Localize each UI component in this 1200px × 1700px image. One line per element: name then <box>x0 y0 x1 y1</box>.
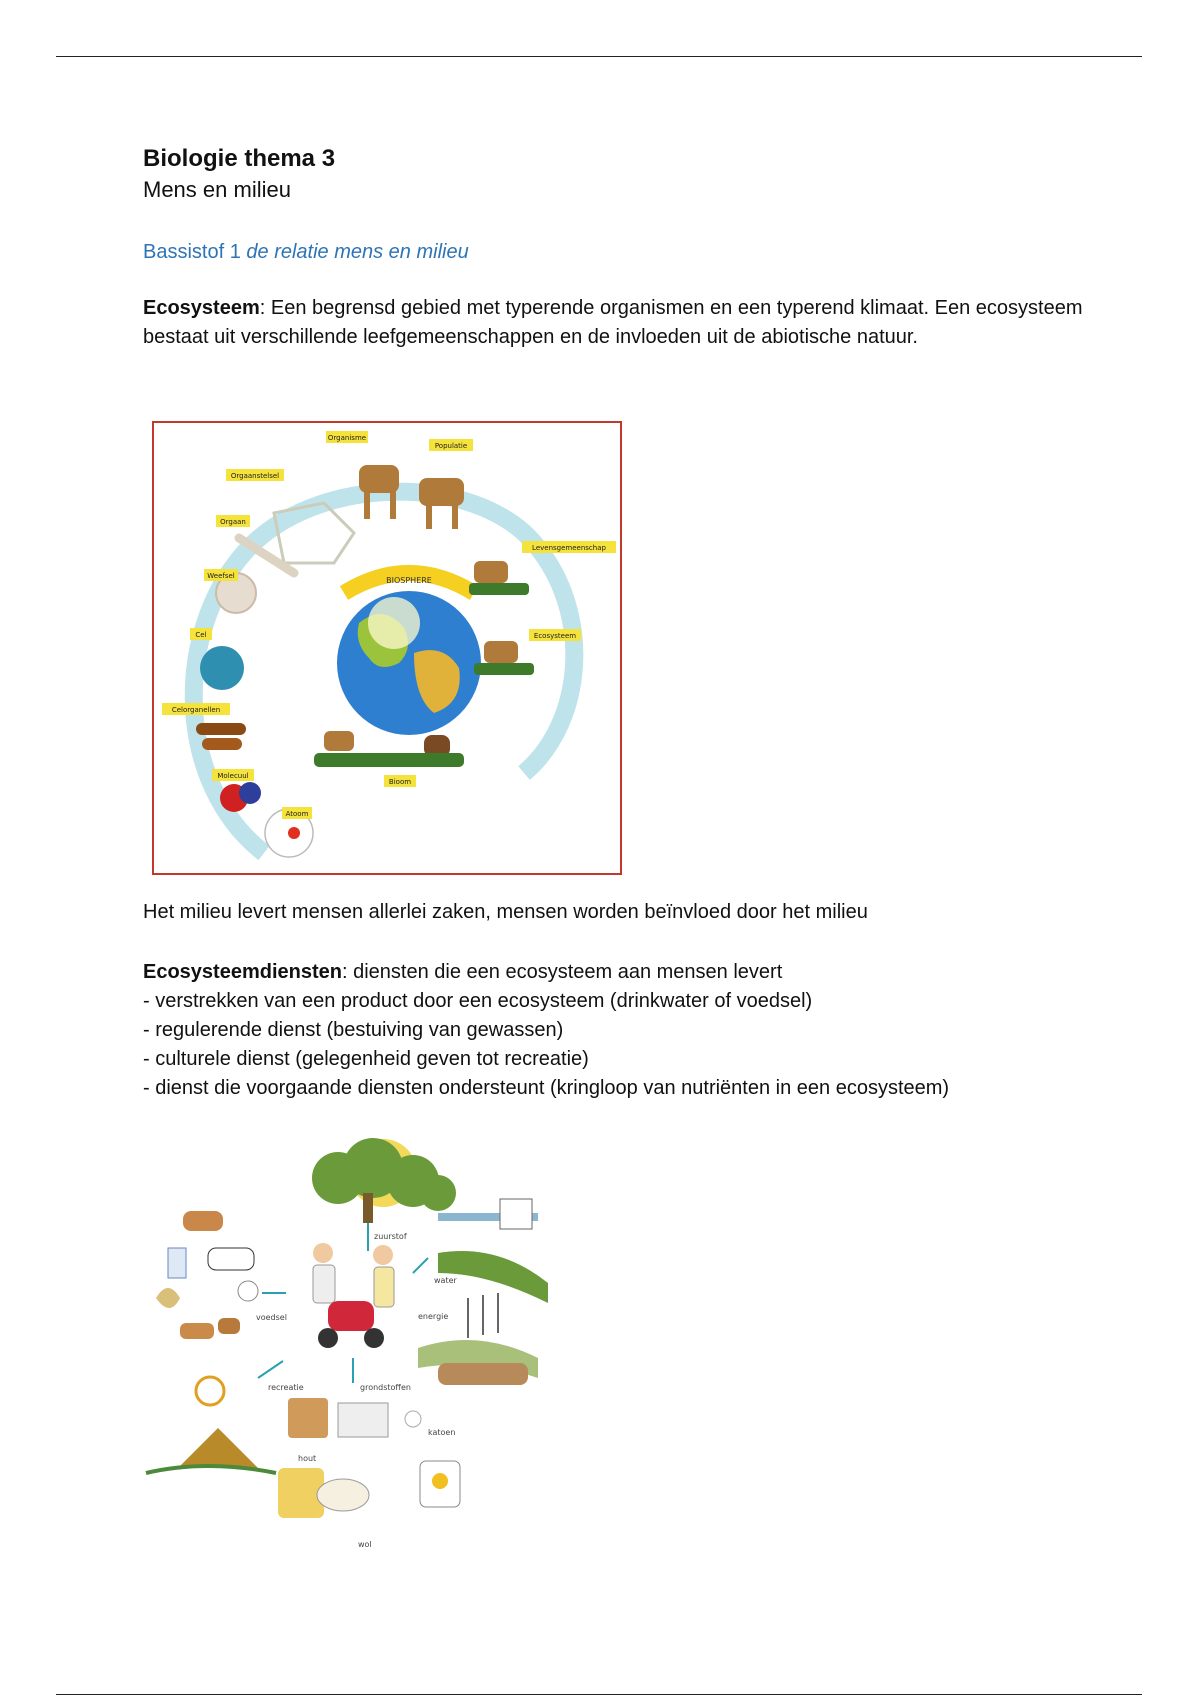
list-item: - verstrekken van een product door een ecosysteem (drinkwater of voedsel) <box>143 990 813 1012</box>
sun-icon <box>196 1377 224 1405</box>
label-populatie: Populatie <box>434 442 468 450</box>
diensten-definition: : diensten die een ecosysteem aan mensen levert <box>341 961 783 983</box>
person-icon <box>313 1243 333 1263</box>
label-celorganellen: Celorganellen <box>171 706 221 714</box>
tent-icon <box>178 1428 258 1468</box>
document-title: Biologie thema 3 <box>143 145 336 172</box>
grain-icon <box>156 1288 180 1308</box>
label-molecuul: Molecuul <box>217 772 249 780</box>
document-subtitle: Mens en milieu <box>143 177 291 202</box>
organization-levels-figure <box>152 421 622 875</box>
sign-icon <box>500 1199 532 1229</box>
ecosysteem-paragraph <box>143 294 1083 352</box>
section-italic: de relatie mens en milieu <box>246 241 469 263</box>
list-item: - regulerende dienst (bestuiving van gewassen) <box>143 1019 564 1041</box>
label-zuurstof: zuurstof <box>374 1232 407 1241</box>
label-recreatie: recreatie <box>268 1383 304 1392</box>
chicken-icon <box>238 1281 258 1301</box>
label-levensgemeenschap: Levensgemeenschap <box>532 544 606 552</box>
label-wol: wol <box>358 1540 372 1549</box>
label-atoom: Atoom <box>285 810 309 818</box>
label-orgaan: Orgaan <box>220 518 246 526</box>
list-item: - dienst die voorgaande diensten ondersteunt (kringloop van nutriënten in een ecosysteem) <box>143 1077 950 1099</box>
section-prefix: Bassistof 1 <box>143 241 247 263</box>
label-energie: energie <box>418 1312 449 1321</box>
biosphere-label: BIOSPHERE <box>386 576 432 585</box>
diensten-term: Ecosysteemdiensten <box>143 961 342 983</box>
milk-icon <box>168 1248 186 1278</box>
scooter-icon <box>328 1301 374 1331</box>
ecosysteem-term: Ecosysteem <box>143 297 260 319</box>
label-hout: hout <box>298 1454 317 1463</box>
label-katoen: katoen <box>428 1428 456 1437</box>
label-weefsel: Weefsel <box>207 572 235 580</box>
cotton-icon <box>405 1411 421 1427</box>
diensten-list <box>143 987 1103 1103</box>
section-heading <box>143 238 1083 266</box>
diensten-heading <box>143 958 1103 987</box>
header-rule <box>56 56 1142 57</box>
ecosystem-services-illustration <box>138 1123 598 1561</box>
sheep-icon <box>317 1479 369 1511</box>
label-ecosysteem: Ecosysteem <box>533 632 577 640</box>
label-grondstoffen: grondstoffen <box>360 1383 411 1392</box>
diensten-block <box>143 958 1103 1103</box>
wind-turbine-icon <box>468 1293 498 1338</box>
label-water: water <box>434 1276 457 1285</box>
ecosysteem-definition: : Een begrensd gebied met typerende organismen en een typerend klimaat. Een ecosysteem bestaat uit verschillende leefgemeenschappen en de invloeden uit de abiotische natuur. <box>143 297 1083 348</box>
label-bioom: Bioom <box>388 778 412 786</box>
organelle-icon <box>196 723 246 735</box>
ecosystem-services-figure <box>138 1123 598 1561</box>
label-voedsel: voedsel <box>256 1313 287 1322</box>
label-organisme: Organisme <box>327 434 367 442</box>
wood-icon <box>288 1398 328 1438</box>
person-icon <box>373 1245 393 1265</box>
label-orgaanstelsel: Orgaanstelsel <box>230 472 280 480</box>
organization-levels-illustration <box>154 423 620 873</box>
milieu-sentence: Het milieu levert mensen allerlei zaken, mensen worden beïnvloed door het milieu <box>143 901 868 923</box>
stone-icon <box>338 1403 388 1437</box>
label-cel: Cel <box>195 631 207 639</box>
document-body <box>143 144 1083 352</box>
cell-icon <box>200 646 244 690</box>
bread-icon <box>183 1211 223 1231</box>
footer-rule <box>56 1694 1142 1695</box>
cow-icon <box>208 1248 254 1270</box>
logs-icon <box>438 1363 528 1385</box>
list-item: - culturele dienst (gelegenheid geven tot recreatie) <box>143 1048 589 1070</box>
